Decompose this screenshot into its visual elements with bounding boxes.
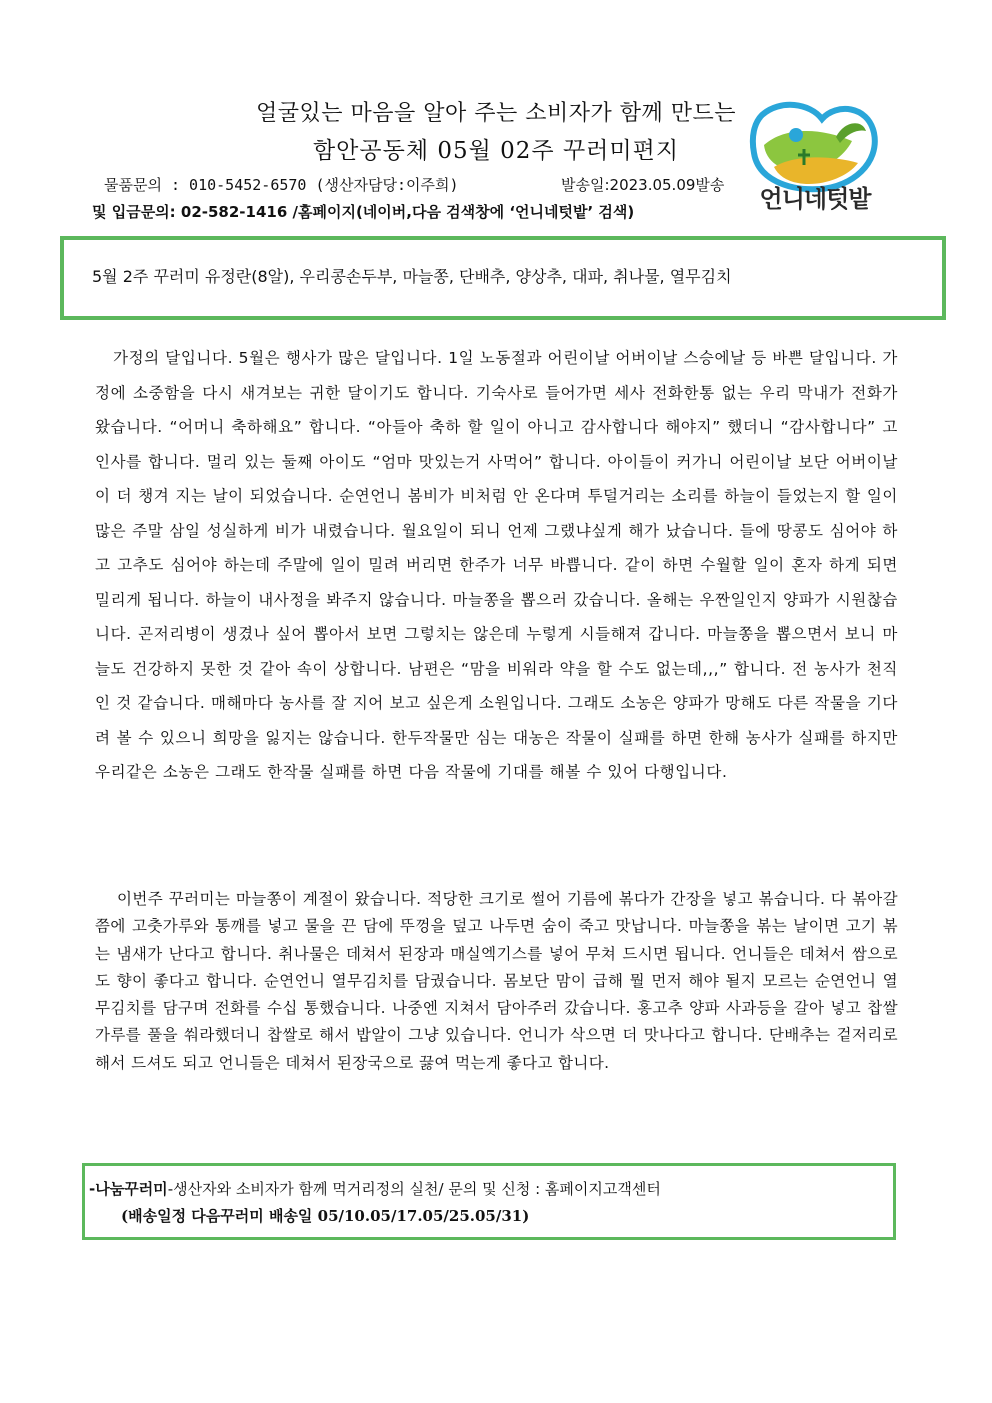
letter-subtitle: 얼굴있는 마음을 알아 주는 소비자가 함께 만드는: [255, 101, 736, 126]
recipe-text: 이번주 꾸러미는 마늘쫑이 계절이 왔습니다. 적당한 크기로 썰어 기름에 볶다가 간장을 넣고 볶습니다. 다 볶아갈 쯤에 고춧가루와 통깨를 넣고 물을 끈 담에 뚜껑을 덮고 나두면 숨이 죽고 맛납니다. 마늘쫑을 볶는 날이면 고기 볶는 냄새가 난다고 합니다. 취나물은 데쳐서 된장과 매실엑기스를 넣어 무쳐 드시면 됩니다. 언니들은 데쳐서 쌈으로도 향이 좋다고 합니다. 순연언니 열무김치를 담궜습니다. 몸보단 맘이 급해 뭘 먼저 해야 될지 모르는 순연언니 열무김치를 담구며 전화를 수십 통했습니다. 나중엔 지쳐서 담아주러 갔습니다. 홍고추 양파 사과등을 갈아 넣고 찹쌀가루를 풀을 쒀라했더니 찹쌀로 해서 밥알이 그냥 있습니다. 언니가 삭으면 더 맛나다고 합니다. 단배추는 겉저리로 해서 드셔도 되고 언니들은 데쳐서 된장국으로 끓여 먹는게 좋다고 합니다.: [95, 890, 898, 1072]
send-date: 발송일:2023.05.09발송: [561, 176, 725, 194]
logo: [740, 97, 890, 212]
story-paragraph: [95, 341, 898, 790]
footer-text: -생산자와 소비자가 함께 먹거리정의 실천/ 문의 및 신청 : 홈페이지고객센터: [167, 1180, 661, 1198]
delivery-schedule: (배송일정 다음꾸러미 배송일 05/10.05/17.05/25.05/31): [121, 1207, 530, 1225]
items-list: 5월 2주 꾸러미 유정란(8알), 우리콩손두부, 마늘쫑, 단배추, 양상추, 대파, 취나물, 열무김치: [92, 267, 732, 286]
recipe-paragraph: [95, 886, 898, 1077]
logo-text: 언니네텃밭: [759, 185, 871, 213]
footer-box: [82, 1163, 896, 1240]
footer-line: [89, 1178, 661, 1199]
items-box: [60, 236, 946, 320]
story-text: 가정의 달입니다. 5월은 행사가 많은 달입니다. 1일 노동절과 어린이날 어버이날 스승에날 등 바쁜 달입니다. 가정에 소중함을 다시 새겨보는 귀한 달이기도 합니다. 기숙사로 들어가면 세사 전화한통 없는 우리 막내가 전화가 왔습니다. “어머니 축하해요” 합니다. “아들아 축하 할 일이 아니고 감사합니다 해야지” 했더니 “감사합니다” 고 인사를 합니다. 멀리 있는 둘째 아이도 “엄마 맛있는거 사먹어” 합니다. 아이들이 커가니 어린이날 보단 어버이날이 더 챙겨 지는 날이 되었습니다. 순연언니 봄비가 비처럼 안 온다며 투덜거리는 소리를 하늘이 들었는지 할 일이 많은 주말 삼일 성실하게 비가 내렸습니다. 월요일이 되니 언제 그랬냐싶게 해가 났습니다. 들에 땅콩도 심어야 하고 고추도 심어야 하는데 주말에 일이 밀려 버리면 한주가 너무 바쁩니다. 같이 하면 수월할 일이 혼자 하게 되면 밀리게 됩니다. 하늘이 내사정을 봐주지 않습니다. 마늘쫑을 뽑으러 갔습니다. 올해는 우짠일인지 양파가 시원찮습니다. 곤저리병이 생겼나 싶어 뽑아서 보면 그렇치는 않은데 누렇게 시들해져 갑니다. 마늘쫑을 뽑으면서 보니 마늘도 건강하지 못한 것 같아 속이 상합니다. 남편은 “맘을 비워라 약을 할 수도 없는데,,,” 합니다. 전 농사가 천직인 것 같습니다. 매해마다 농사를 잘 지어 보고 싶은게 소원입니다. 그래도 소농은 양파가 망해도 다른 작물을 기다려 볼 수 있으니 희망을 잃지는 않습니다. 한두작물만 심는 대농은 작물이 실패를 하면 한해 농사가 실패를 하지만 우리같은 소농은 그래도 한작물 실패를 하면 다음 작물에 기대를 해볼 수 있어 다행입니다.: [95, 349, 899, 781]
footer-label: -나눔꾸러미: [89, 1180, 168, 1198]
inquiry-line: 물품문의 : 010-5452-6570 (생산자담당:이주희): [104, 176, 459, 194]
letter-title: 함안공동체 05월 02주 꾸러미편지: [312, 138, 680, 164]
payment-line: 및 입금문의: 02-582-1416 /홈페이지(네이버,다음 검색창에 ‘언니네텃밭’ 검색): [92, 203, 635, 221]
